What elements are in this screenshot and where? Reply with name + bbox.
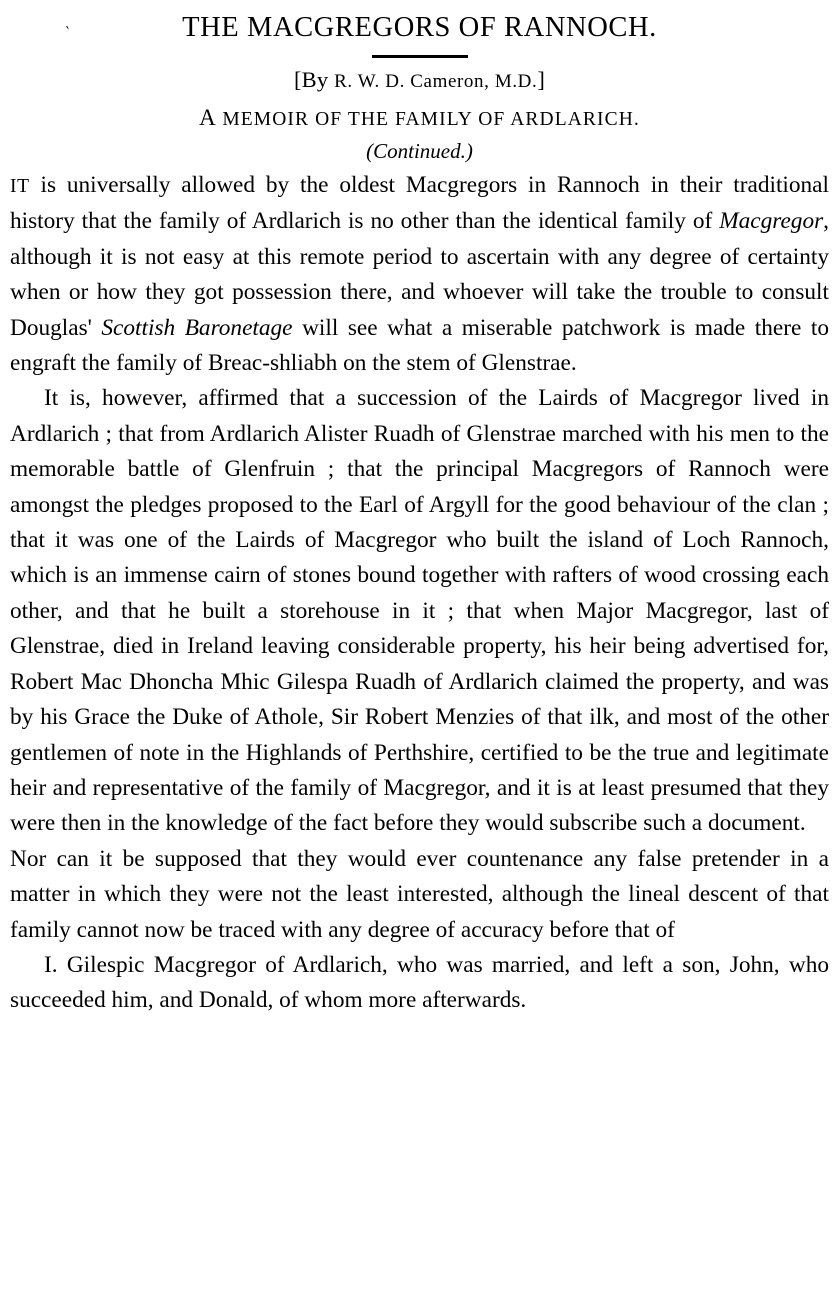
paragraph-entry-one — [10, 948, 829, 1019]
text-run: will see what a miserable patchwork is made there to engraft the family of Breac-shliabh on the stem of Glenstrae. — [10, 314, 830, 377]
subtitle-rest: MEMOIR OF THE FAMILY OF ARDLARICH. — [222, 109, 640, 130]
horizontal-rule-divider — [372, 55, 468, 58]
stray-pen-mark: ` — [60, 22, 72, 43]
continued-text: (Continued.) — [366, 139, 473, 163]
byline-author: R. W. D. Cameron, M.D. — [334, 71, 538, 92]
paragraph-opening — [10, 168, 829, 381]
text-run: It is, however, affirmed that a succession of the Lairds of Macgregor lived in Ardlarich ; that from Ardlarich Alister Ruadh of Glenstrae marched with his men to the memorable battle of Glenfruin ; that the principal Macgregors of Rannoch were amongst the pledges proposed to the Earl of Argyll for the good behaviour of the clan ; that it was one of the Lairds of Macgregor who built the island of Loch Rannoch, which is an immense cairn of stones bound together with rafters of wood crossing each other, and that he built a storehouse in it ; that when Major Macgregor, last of Glenstrae, died in Ireland leaving considerable property, his heir being advertised for, Robert Mac Dhoncha Mhic Gilespa Ruadh of Ardlarich claimed the property, and was by his Grace the Duke of Athole, Sir Robert Menzies of that ilk, and most of the other gentlemen of note in the Highlands of Perthshire, certified to be the true and legitimate heir and representative of the family of Macgregor, and it is at least presumed that they were then in the knowledge of the fact before they would subscribe such a document. Nor can it be supposed that they would ever countenance any false pretender in a matter in which they were not the least interested, although the lineal descent of that family cannot now be traced with any degree of accuracy before that of — [10, 385, 829, 943]
continued-note — [10, 139, 829, 164]
italic-run: Scottish Baronetage — [101, 314, 293, 341]
text-run: is universally allowed by the oldest Macgregors in Rannoch in their traditional history that the family of Ardlarich is no other than the identical family of — [10, 172, 829, 235]
subtitle-first-word: A — [199, 105, 217, 130]
paragraph-second — [10, 381, 829, 948]
subtitle — [10, 105, 829, 131]
body-text-container — [10, 168, 829, 1019]
text-run: , although it is not easy at this remote period to ascertain with any degree of certainty when or how they got possession there, and whoever will take the trouble to consult Douglas' — [10, 208, 829, 341]
byline-prefix: [By — [293, 67, 335, 92]
italic-run: Macgregor — [719, 208, 824, 235]
text-run: I. Gilespic Macgregor of Ardlarich, who was married, and left a son, John, who succeeded him, and Donald, of whom more afterwards. — [10, 951, 829, 1014]
page-title: THE MACGREGORS OF RANNOCH. — [182, 12, 657, 43]
paragraph-lead-smallcaps: IT — [10, 176, 30, 197]
byline-suffix: ] — [537, 67, 546, 92]
byline — [10, 67, 829, 93]
